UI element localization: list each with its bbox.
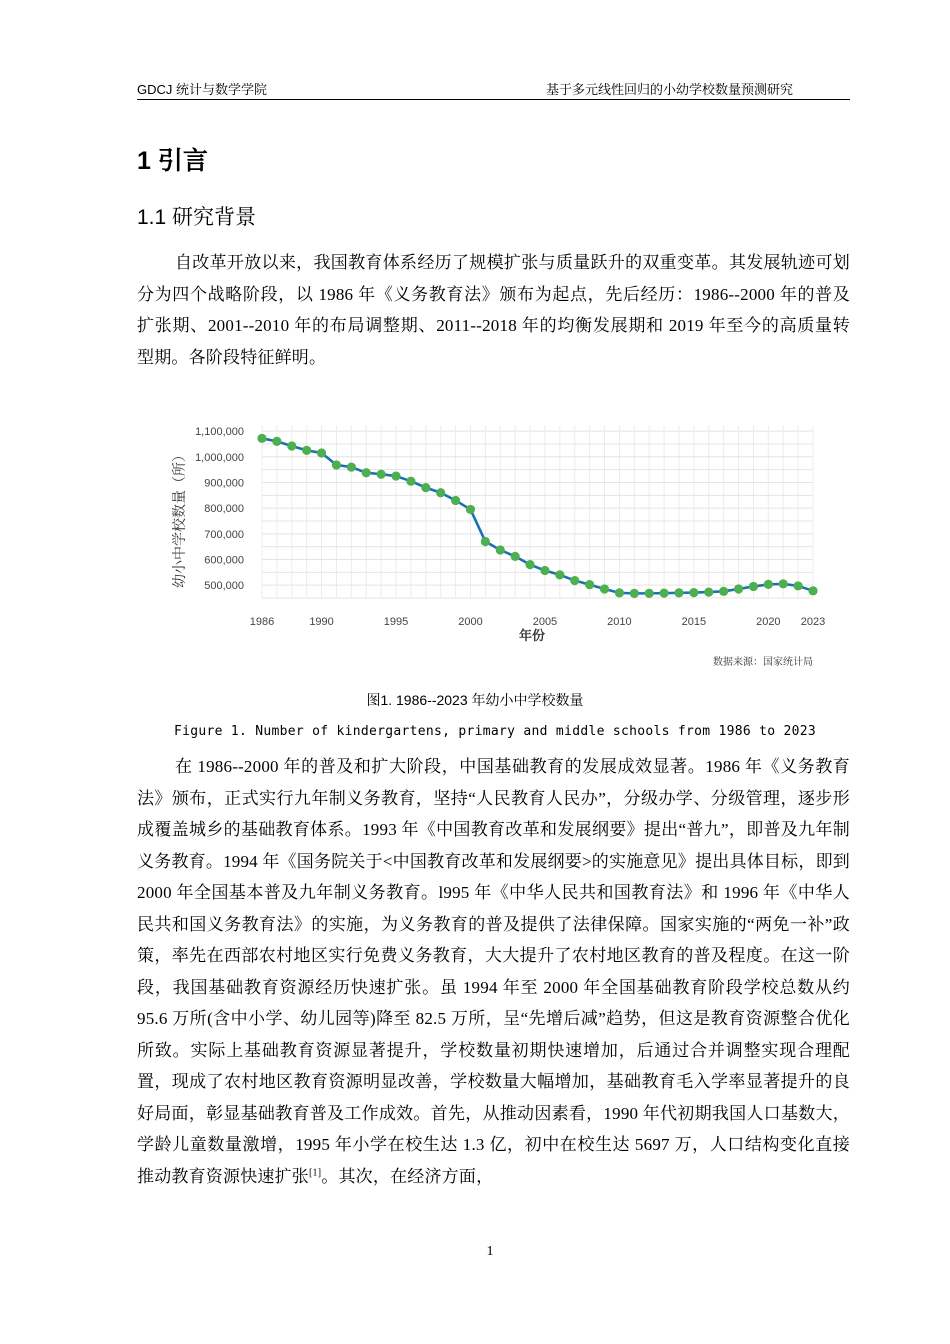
data-point (674, 588, 683, 597)
data-point (630, 589, 639, 598)
figure-caption-chinese: 图1. 1986--2023 年幼小中学校数量 (366, 692, 584, 708)
data-point (585, 580, 594, 589)
data-point (481, 537, 490, 546)
y-axis-label: 幼小中学校数量（所） (171, 448, 187, 588)
data-point (317, 448, 326, 457)
y-tick-label: 700,000 (204, 528, 244, 541)
subsection-title: 1.1 研究背景 (137, 206, 257, 229)
data-point (808, 586, 817, 595)
x-tick-label: 2005 (532, 616, 558, 628)
data-point (377, 470, 386, 479)
y-tick-label: 800,000 (204, 503, 244, 516)
data-point (540, 566, 549, 575)
x-axis-ticks (250, 616, 825, 628)
y-tick-label: 1,000,000 (195, 451, 244, 464)
y-axis-ticks (195, 426, 244, 592)
data-point (406, 477, 415, 486)
data-point (466, 505, 475, 514)
data-point (704, 587, 713, 596)
data-source-note: 数据来源：国家统计局 (713, 657, 813, 668)
data-point (600, 584, 609, 593)
data-point (302, 446, 311, 455)
paragraph-history (137, 751, 850, 1192)
school-count-line-chart (160, 408, 840, 673)
data-point (734, 584, 743, 593)
data-point (764, 580, 773, 589)
header-rule (137, 99, 850, 100)
section-title: 1 引言 (137, 147, 208, 175)
x-tick-label: 2000 (458, 616, 483, 628)
data-point (570, 576, 579, 585)
chart-grid (262, 426, 813, 598)
data-point (451, 496, 460, 505)
figure-1 (160, 408, 840, 673)
running-header-left: GDCJ 统计与数学学院 (137, 82, 268, 97)
x-tick-label: 1986 (249, 616, 275, 628)
data-point (257, 434, 266, 443)
data-point (347, 462, 356, 471)
data-point (362, 468, 371, 477)
data-point (689, 588, 698, 597)
y-tick-label: 900,000 (204, 477, 244, 490)
x-axis-label: 年份 (518, 628, 546, 643)
data-point (287, 441, 296, 450)
y-tick-label: 500,000 (204, 580, 244, 593)
data-point (272, 437, 281, 446)
y-tick-label: 600,000 (204, 554, 244, 567)
paragraph-history-text: 在 1986--2000 年的普及和扩大阶段，中国基础教育的发展成效显著。1986 年《义务教育法》颁布，正式实行九年制义务教育，坚持“人民教育人民办”，分级办学、分级管理，逐步形成覆盖城乡的基础教育体系。1993 年《中国教育改革和发展纲要》提出“普九”，即普及九年制义务教育。1994 年《国务院关于<中国教育改革和发展纲要>的实施意见》提出具体目标，即到 2000 年全国基本普及九年制义务教育。l995 年《中华人民共和国教育法》和 1996 年《中华人民共和国义务教育法》的实施，为义务教育的普及提供了法律保障。国家实施的“两免一补”政策，率先在西部农村地区实行免费义务教育，大大提升了农村地区教育的普及程度。在这一阶段，我国基础教育资源经历快速扩张。虽 1994 年至 2000 年全国基础教育阶段学校总数从约 95.6 万所(含中小学、幼儿园等)降至 82.5 万所，呈“先增后减”趋势，但这是教育资源整合优化所致。实际上基础教育资源显著提升，学校数量初期快速增加，后通过合并调整实现合理配置，现成了农村地区教育资源明显改善，学校数量大幅增加，基础教育毛入学率显著提升的良好局面，彰显基础教育普及工作成效。首先，从推动因素看，1990 年代初期我国人口基数大，学龄儿童数量激增，1995 年小学在校生达 1.3 亿，初中在校生达 5697 万，人口结构变化直接推动教育资源快速扩张 (137, 757, 850, 1186)
data-point (615, 588, 624, 597)
data-point (436, 488, 445, 497)
paragraph-intro: 自改革开放以来，我国教育体系经历了规模扩张与质量跃升的双重变革。其发展轨迹可划分为四个战略阶段，以 1986 年《义务教育法》颁布为起点，先后经历：1986--2000 年的普及扩张期、2001--2010 年的布局调整期、2011--2018 年的均衡发展期和 2019 年至今的高质量转型期。各阶段特征鲜明。 (137, 253, 850, 367)
data-point (391, 471, 400, 480)
data-point (511, 552, 520, 561)
page-number: 1 (486, 1244, 494, 1259)
data-point (555, 570, 564, 579)
series-line (262, 438, 813, 593)
data-point (496, 545, 505, 554)
data-point (779, 579, 788, 588)
data-point (659, 589, 668, 598)
paragraph-history-tail: 。其次，在经济方面， (321, 1166, 494, 1186)
chart-series (257, 434, 817, 598)
x-tick-label: 2023 (800, 616, 826, 628)
data-point (749, 582, 758, 591)
citation-ref-1[interactable]: [1] (309, 1166, 322, 1178)
x-tick-label: 2015 (681, 616, 707, 628)
data-point (645, 589, 654, 598)
data-point (525, 560, 534, 569)
y-tick-label: 1,100,000 (195, 426, 244, 439)
data-point (332, 460, 341, 469)
data-point (421, 483, 430, 492)
data-point (794, 581, 803, 590)
running-header-right: 基于多元线性回归的小幼学校数量预测研究 (545, 82, 793, 97)
x-tick-label: 1990 (309, 616, 334, 628)
x-tick-label: 2010 (607, 616, 632, 628)
x-tick-label: 2020 (756, 616, 781, 628)
data-point (719, 587, 728, 596)
x-tick-label: 1995 (383, 616, 409, 628)
figure-caption-english: Figure 1. Number of kindergartens, primary and middle schools from 1986 to 2023 (173, 724, 816, 739)
